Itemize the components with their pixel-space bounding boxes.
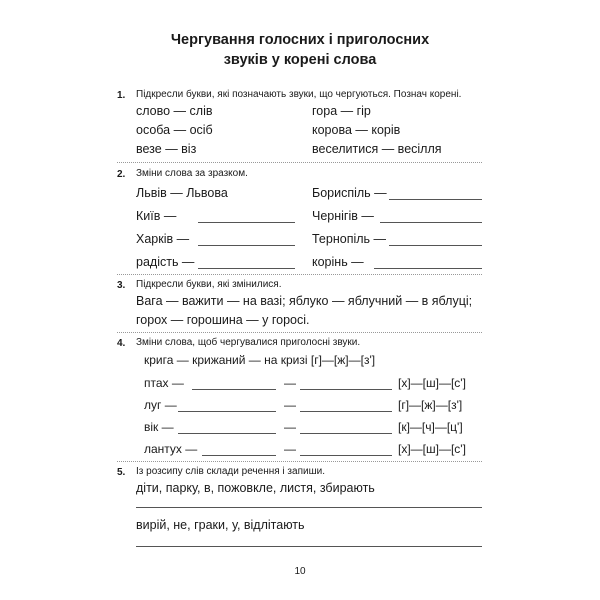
ex2-left-word: Харків — <box>136 232 190 246</box>
title-line-2: звуків у корені слова <box>223 52 377 68</box>
ex3-instruction: Підкресли букви, які змінилися. <box>136 279 282 290</box>
answer-line[interactable] <box>300 455 392 456</box>
ex2-left-word: Київ — <box>136 209 177 223</box>
ex4-word: лантух — <box>144 442 198 456</box>
answer-line[interactable] <box>202 455 276 456</box>
ex3-number: 3. <box>117 280 126 291</box>
answer-line[interactable] <box>136 546 482 547</box>
ex1-word-pair: везе — віз <box>136 142 197 156</box>
ex2-number: 2. <box>117 169 126 180</box>
ex4-dash: — <box>284 442 296 456</box>
section-divider <box>117 461 482 462</box>
ex4-sounds: [х]—[ш]—[с'] <box>398 376 466 390</box>
ex4-example: крига — крижаний — на кризі [г]—[ж]—[з'] <box>144 353 376 367</box>
ex4-sounds: [г]—[ж]—[з'] <box>398 398 463 412</box>
ex1-word-pair: веселитися — весілля <box>312 142 442 156</box>
ex5-word-set: діти, парку, в, пожовкле, листя, збирають <box>136 481 375 495</box>
ex1-word-pair: корова — корів <box>312 123 401 137</box>
ex5-instruction: Із розсипу слів склади речення і запиши. <box>136 466 325 477</box>
ex2-right-word: Чернігів — <box>312 209 374 223</box>
answer-line[interactable] <box>198 245 295 246</box>
ex2-example: Львів — Львова <box>136 186 228 200</box>
page-number: 10 <box>294 566 306 577</box>
answer-line[interactable] <box>198 222 295 223</box>
ex2-left-word: радість — <box>136 255 195 269</box>
answer-line[interactable] <box>178 433 276 434</box>
answer-line[interactable] <box>136 507 482 508</box>
ex2-right-word: Бориспіль — <box>312 186 387 200</box>
answer-line[interactable] <box>300 433 392 434</box>
ex4-dash: — <box>284 398 296 412</box>
section-divider <box>117 274 482 275</box>
answer-line[interactable] <box>380 222 482 223</box>
ex5-word-set: вирій, не, граки, у, відлітають <box>136 518 305 532</box>
ex4-word: вік — <box>144 420 174 434</box>
page-title <box>0 30 600 70</box>
ex4-dash: — <box>284 420 296 434</box>
ex2-instruction: Зміни слова за зразком. <box>136 168 248 179</box>
ex1-instruction: Підкресли букви, які позначають звуки, що чергуються. Познач корені. <box>136 89 462 100</box>
answer-line[interactable] <box>389 199 482 200</box>
ex3-line: горох — горошина — у горосі. <box>136 313 310 327</box>
ex4-word: птах — <box>144 376 184 390</box>
ex4-number: 4. <box>117 338 126 349</box>
title-line-1: Чергування голосних і приголосних <box>170 32 430 48</box>
section-divider <box>117 332 482 333</box>
ex5-number: 5. <box>117 467 126 478</box>
ex1-word-pair: гора — гір <box>312 104 371 118</box>
answer-line[interactable] <box>192 389 276 390</box>
ex1-word-pair: слово — слів <box>136 104 213 118</box>
ex2-right-word: корінь — <box>312 255 364 269</box>
ex4-sounds: [к]—[ч]—[ц'] <box>398 420 463 434</box>
ex4-word: луг — <box>144 398 177 412</box>
answer-line[interactable] <box>300 389 392 390</box>
ex4-instruction: Зміни слова, щоб чергувалися приголосні звуки. <box>136 337 361 348</box>
ex2-right-word: Тернопіль — <box>312 232 387 246</box>
ex4-sounds: [х]—[ш]—[с'] <box>398 442 466 456</box>
answer-line[interactable] <box>300 411 392 412</box>
answer-line[interactable] <box>389 245 482 246</box>
answer-line[interactable] <box>374 268 482 269</box>
ex1-number: 1. <box>117 90 126 101</box>
ex4-dash: — <box>284 376 296 390</box>
ex1-word-pair: особа — осіб <box>136 123 213 137</box>
ex3-line: Вага — важити — на вазі; яблуко — яблучний — в яблуці; <box>136 294 473 308</box>
answer-line[interactable] <box>198 268 295 269</box>
section-divider <box>117 162 482 163</box>
answer-line[interactable] <box>178 411 276 412</box>
